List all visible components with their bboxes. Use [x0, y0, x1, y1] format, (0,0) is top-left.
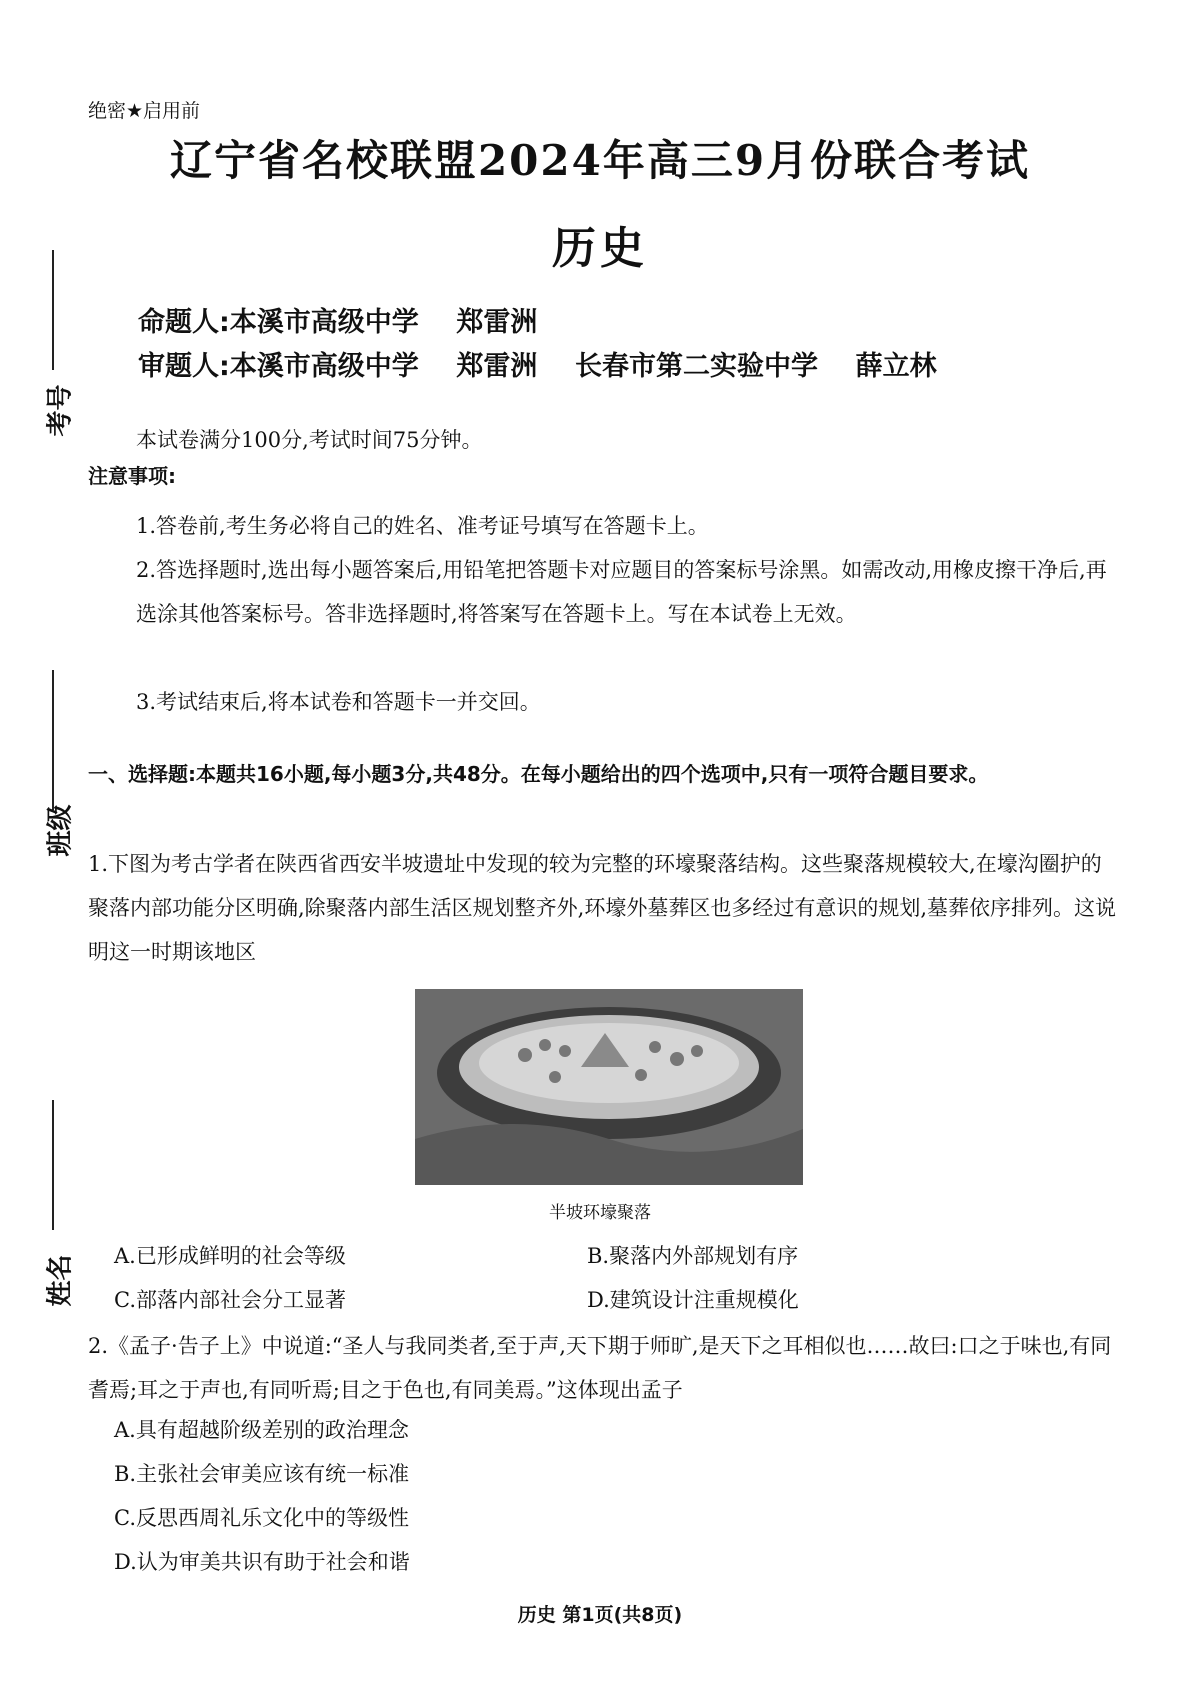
- name-label: 姓名: [45, 1254, 76, 1307]
- exam-title: 辽宁省名校联盟2024年高三9月份联合考试: [169, 136, 1031, 185]
- secret-mark: 绝密★启用前: [88, 100, 201, 122]
- binding-line: [52, 670, 54, 810]
- q2-option-b[interactable]: B.主张社会审美应该有统一标准: [114, 1462, 410, 1486]
- section-heading: 一、选择题:本题共16小题,每小题3分,共48分。在每小题给出的四个选项中,只有一项符合题目要求。: [88, 762, 989, 786]
- q1-option-a[interactable]: A.已形成鲜明的社会等级: [114, 1244, 346, 1268]
- image-caption: 半坡环壕聚落: [549, 1203, 651, 1223]
- q2-option-a[interactable]: A.具有超越阶级差别的政治理念: [114, 1418, 409, 1442]
- subject-title: 历史: [552, 223, 648, 274]
- page-footer: 历史 第1页(共8页): [517, 1604, 683, 1626]
- question-2-stem: 2.《孟子·告子上》中说道:“圣人与我同类者,至于声,天下期于师旷,是天下之耳相似也……故曰:口之于味也,有同耆焉;耳之于声也,有同听焉;目之于色也,有同美焉。”这体现出孟子: [88, 1334, 1112, 1402]
- q1-option-b[interactable]: B.聚落内外部规划有序: [587, 1244, 799, 1268]
- note-item: 3.考试结束后,将本试卷和答题卡一并交回。: [136, 690, 541, 714]
- q1-option-c[interactable]: C.部落内部社会分工显著: [114, 1288, 346, 1312]
- banpo-settlement-photo: [415, 989, 803, 1185]
- settlement-illustration: [415, 989, 803, 1185]
- exam-number-label: 考号: [45, 384, 76, 437]
- q2-option-c[interactable]: C.反思西周礼乐文化中的等级性: [114, 1506, 409, 1530]
- question-reviewer: 审题人:本溪市高级中学 郑雷洲 长春市第二实验中学 薛立林: [138, 351, 937, 382]
- note-item: 2.答选择题时,选出每小题答案后,用铅笔把答题卡对应题目的答案标号涂黑。如需改动,用橡皮擦干净后,再选涂其他答案标号。答非选择题时,将答案写在答题卡上。写在本试卷上无效。: [136, 558, 1107, 626]
- question-setter: 命题人:本溪市高级中学 郑雷洲: [138, 307, 538, 338]
- class-label: 班级: [45, 804, 76, 857]
- q1-option-d[interactable]: D.建筑设计注重规模化: [587, 1288, 799, 1312]
- q2-option-d[interactable]: D.认为审美共识有助于社会和谐: [114, 1550, 410, 1574]
- notes-title: 注意事项:: [88, 464, 176, 488]
- exam-intro: 本试卷满分100分,考试时间75分钟。: [136, 428, 483, 452]
- question-1-stem: 1.下图为考古学者在陕西省西安半坡遗址中发现的较为完整的环壕聚落结构。这些聚落规模较大,在壕沟圈护的聚落内部功能分区明确,除聚落内部生活区规划整齐外,环壕外墓葬区也多经过有意识的规划,墓葬依序排列。这说明这一时期该地区: [88, 852, 1117, 964]
- note-item: 1.答卷前,考生务必将自己的姓名、准考证号填写在答题卡上。: [136, 514, 709, 538]
